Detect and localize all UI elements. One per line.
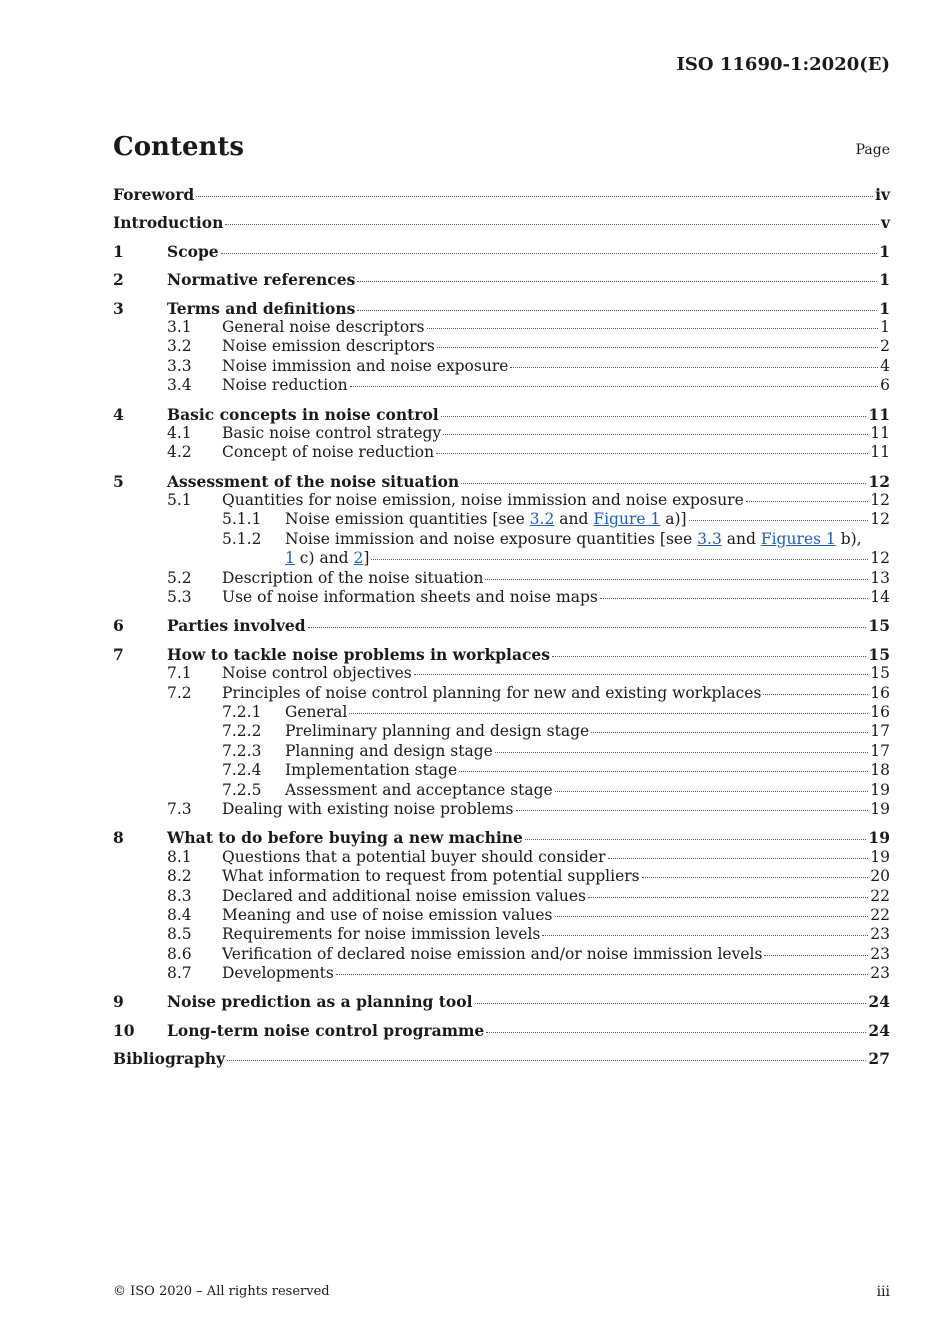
toc-page: 15	[870, 664, 890, 683]
toc-page: 24	[868, 992, 890, 1012]
toc-page: iv	[875, 185, 890, 204]
dot-leader	[552, 656, 866, 657]
toc-page: 14	[870, 588, 890, 607]
toc-number: 5	[113, 471, 124, 491]
page-title: Contents	[113, 132, 245, 162]
toc-entry-9[interactable]	[113, 992, 890, 1011]
toc-entry-4-2[interactable]	[113, 443, 890, 462]
toc-title-text: b),	[835, 529, 862, 548]
toc-title: Developments	[222, 964, 334, 983]
toc-page: 16	[870, 702, 890, 721]
dot-leader	[441, 416, 867, 417]
toc-title: Quantities for noise emission, noise immission and noise exposure	[222, 491, 744, 510]
dot-leader	[600, 598, 868, 599]
toc-entry-7-2-4[interactable]	[113, 761, 890, 780]
toc-number: 3.3	[167, 356, 192, 375]
toc-number: 10	[113, 1020, 135, 1040]
dot-leader	[196, 196, 873, 197]
toc-page: 27	[868, 1049, 890, 1069]
toc-page: 6	[880, 376, 890, 395]
dot-leader	[486, 1032, 866, 1033]
toc-title: Normative references	[167, 270, 356, 290]
toc-entry-7-2-5[interactable]	[113, 781, 890, 800]
toc-entry-5-3[interactable]	[113, 588, 890, 607]
toc-title-text: and	[721, 529, 761, 548]
toc-entry-8-3[interactable]	[113, 887, 890, 906]
toc-title: Meaning and use of noise emission values	[222, 905, 553, 924]
dot-leader	[427, 328, 879, 329]
toc-number: 8.7	[167, 964, 192, 983]
toc-number: 7.2	[167, 683, 192, 702]
toc-title: Introduction	[113, 213, 224, 233]
toc-page: 15	[868, 616, 890, 636]
dot-leader	[350, 386, 879, 387]
toc-page: 24	[868, 1020, 890, 1040]
toc-number: 8.5	[167, 925, 192, 944]
toc-entry-5-1-1[interactable]	[113, 510, 890, 529]
toc-number: 5.1.1	[222, 510, 262, 529]
toc-entry-7-2-2[interactable]	[113, 722, 890, 741]
toc-entry-foreword[interactable]	[113, 185, 890, 204]
toc-title: Noise prediction as a planning tool	[167, 992, 473, 1012]
dot-leader	[591, 732, 868, 733]
toc-number: 3	[113, 298, 124, 318]
page-column-label: Page	[855, 142, 890, 158]
link-3-2[interactable]: 3.2	[529, 510, 555, 529]
toc-title: Implementation stage	[285, 761, 458, 780]
toc-title: Foreword	[113, 185, 195, 204]
toc-title	[285, 530, 862, 549]
toc-title: Dealing with existing noise problems	[222, 799, 514, 818]
dot-leader	[308, 627, 867, 628]
toc-page: 17	[870, 741, 890, 760]
toc-number: 8.1	[167, 847, 192, 866]
toc-page: 13	[870, 568, 890, 587]
toc-page: 19	[870, 799, 890, 818]
toc-title-text: a)]	[660, 510, 687, 529]
toc-entry-3-4[interactable]	[113, 376, 890, 395]
toc-number: 9	[113, 992, 124, 1012]
toc-entry-8[interactable]	[113, 828, 890, 847]
dot-leader	[475, 1003, 867, 1004]
toc-entry-7-2-3[interactable]	[113, 742, 890, 761]
toc-title-text: Noise immission and noise exposure quantities [see	[285, 529, 698, 548]
toc-number: 8.3	[167, 886, 192, 905]
toc-page: 18	[870, 761, 890, 780]
toc-title: Concept of noise reduction	[222, 443, 435, 462]
dot-leader	[608, 858, 869, 859]
toc-number: 2	[113, 270, 124, 290]
dot-leader	[221, 253, 878, 254]
toc-title: Parties involved	[167, 616, 306, 636]
dot-leader	[525, 839, 867, 840]
dot-leader	[763, 694, 868, 695]
toc-title: Use of noise information sheets and noise maps	[222, 588, 598, 607]
link-figure-1[interactable]: Figure 1	[593, 510, 661, 529]
toc-number: 8.2	[167, 867, 192, 886]
toc-title: Declared and additional noise emission values	[222, 886, 586, 905]
toc-entry-7-2[interactable]	[113, 684, 890, 703]
toc-title	[285, 549, 369, 568]
copyright-notice: © ISO 2020 – All rights reserved	[113, 1284, 330, 1299]
toc-entry-8-2[interactable]	[113, 867, 890, 886]
toc-number: 8	[113, 828, 124, 848]
toc-number: 7.2.3	[222, 741, 262, 760]
dot-leader	[588, 897, 868, 898]
dot-leader	[642, 877, 869, 878]
toc-page: 20	[870, 867, 890, 886]
toc-number: 7	[113, 644, 124, 664]
dot-leader	[371, 559, 868, 560]
toc-title: Noise immission and noise exposure	[222, 356, 509, 375]
dot-leader	[437, 347, 878, 348]
toc-number: 3.1	[167, 317, 192, 336]
dot-leader	[349, 713, 868, 714]
toc-entry-3-2[interactable]	[113, 337, 890, 356]
toc-entry-bibliography[interactable]	[113, 1049, 890, 1068]
toc-title: Basic noise control strategy	[222, 423, 442, 442]
toc-entry-7-3[interactable]	[113, 800, 890, 819]
toc-title: Noise reduction	[222, 376, 348, 395]
toc-page: 12	[870, 510, 890, 529]
toc-number: 7.2.2	[222, 722, 262, 741]
toc-number: 5.1	[167, 491, 192, 510]
dot-leader	[357, 310, 877, 311]
toc-entry-3[interactable]	[113, 299, 890, 318]
toc-title: Assessment and acceptance stage	[285, 780, 553, 799]
toc-page: 23	[870, 964, 890, 983]
toc-title: Description of the noise situation	[222, 568, 484, 587]
toc-title: Noise emission descriptors	[222, 337, 435, 356]
toc-title: Assessment of the noise situation	[167, 471, 460, 491]
toc-entry-introduction[interactable]	[113, 213, 890, 232]
toc-number: 4	[113, 404, 124, 424]
toc-number: 4.2	[167, 443, 192, 462]
dot-leader	[357, 281, 877, 282]
link-figure-1[interactable]: 1	[285, 549, 295, 568]
document-code: ISO 11690-1:2020(E)	[676, 54, 890, 75]
dot-leader	[746, 501, 869, 502]
dot-leader	[336, 974, 868, 975]
toc-title-text: ]	[363, 549, 370, 568]
toc-number: 7.2.4	[222, 761, 262, 780]
toc-title: Long-term noise control programme	[167, 1020, 485, 1040]
toc-entry-4[interactable]	[113, 405, 890, 424]
toc-page: 12	[868, 471, 890, 491]
toc-number: 6	[113, 616, 124, 636]
toc-number: 8.4	[167, 905, 192, 924]
toc-page: 1	[879, 298, 890, 318]
toc-title: What to do before buying a new machine	[167, 828, 523, 848]
toc-number: 7.2.1	[222, 702, 262, 721]
toc-entry-8-5[interactable]	[113, 925, 890, 944]
toc-title	[285, 510, 687, 529]
toc-page: 17	[870, 722, 890, 741]
footer-page-number: iii	[876, 1284, 890, 1300]
dot-leader	[764, 955, 868, 956]
toc-entry-4-1[interactable]	[113, 424, 890, 443]
toc-title: Noise control objectives	[222, 664, 412, 683]
toc-title: Preliminary planning and design stage	[285, 722, 590, 741]
toc-title-text: Noise emission quantities [see	[285, 510, 530, 529]
toc-entry-5[interactable]	[113, 472, 890, 491]
toc-page: 19	[870, 780, 890, 799]
toc-title-text: c) and	[294, 549, 354, 568]
toc-entry-3-3[interactable]	[113, 357, 890, 376]
dot-leader	[510, 367, 878, 368]
toc-entry-2[interactable]	[113, 270, 890, 289]
toc-page: 22	[870, 886, 890, 905]
toc-title: Basic concepts in noise control	[167, 404, 439, 424]
toc-number: 5.1.2	[222, 529, 262, 548]
dot-leader	[516, 810, 869, 811]
toc-title: Verification of declared noise emission and/or noise immission levels	[222, 944, 763, 963]
toc-number: 3.2	[167, 337, 192, 356]
toc-page: 23	[870, 944, 890, 963]
toc-page: 22	[870, 905, 890, 924]
dot-leader	[555, 916, 869, 917]
toc-number: 7.3	[167, 799, 192, 818]
toc-page: 16	[870, 683, 890, 702]
toc-entry-5-1-2-continued[interactable]	[113, 549, 890, 568]
toc-number: 1	[113, 241, 124, 261]
toc-title: Terms and definitions	[167, 298, 356, 318]
toc-page: 1	[879, 241, 890, 261]
toc-number: 7.1	[167, 664, 192, 683]
dot-leader	[436, 453, 868, 454]
dot-leader	[459, 771, 868, 772]
toc-number: 5.3	[167, 588, 192, 607]
dot-leader	[495, 752, 868, 753]
toc-page: v	[880, 213, 890, 233]
toc-entry-5-2[interactable]	[113, 569, 890, 588]
toc-entry-5-1-2[interactable]	[113, 530, 890, 549]
toc-page: 19	[870, 847, 890, 866]
link-3-3[interactable]: 3.3	[697, 529, 722, 548]
toc-title: What information to request from potential suppliers	[222, 867, 640, 886]
toc-title: How to tackle noise problems in workplaces	[167, 644, 551, 664]
toc-title: Requirements for noise immission levels	[222, 925, 541, 944]
toc-entry-8-4[interactable]	[113, 906, 890, 925]
toc-title: General	[285, 702, 348, 721]
toc-title: Scope	[167, 241, 219, 261]
toc-page: 19	[868, 828, 890, 848]
toc-number: 4.1	[167, 423, 192, 442]
toc-entry-7-1[interactable]	[113, 664, 890, 683]
dot-leader	[485, 579, 868, 580]
toc-title-text: and	[554, 510, 594, 529]
toc-entry-5-1[interactable]	[113, 491, 890, 510]
toc-page: 12	[870, 491, 890, 510]
dot-leader	[227, 1060, 866, 1061]
toc-entry-3-1[interactable]	[113, 318, 890, 337]
toc-page: 15	[868, 644, 890, 664]
dot-leader	[414, 674, 869, 675]
toc-title: Questions that a potential buyer should consider	[222, 847, 606, 866]
toc-page: 11	[868, 404, 890, 424]
toc-number: 8.6	[167, 944, 192, 963]
toc-entry-6[interactable]	[113, 616, 890, 635]
toc-title: Bibliography	[113, 1049, 226, 1069]
toc-page: 4	[880, 356, 890, 375]
toc-entry-10[interactable]	[113, 1021, 890, 1040]
toc-entry-8-6[interactable]	[113, 945, 890, 964]
link-figures-1[interactable]: Figures 1	[760, 529, 836, 548]
link-figure-2[interactable]: 2	[353, 549, 364, 568]
dot-leader	[542, 935, 868, 936]
toc-entry-8-1[interactable]	[113, 848, 890, 867]
dot-leader	[461, 483, 866, 484]
toc-entry-1[interactable]	[113, 242, 890, 261]
toc-page: 23	[870, 925, 890, 944]
toc-title: Principles of noise control planning for new and existing workplaces	[222, 683, 762, 702]
toc-page: 1	[879, 270, 890, 290]
dot-leader	[689, 520, 869, 521]
toc-number: 7.2.5	[222, 780, 262, 799]
dot-leader	[555, 791, 869, 792]
toc-number: 5.2	[167, 568, 192, 587]
toc-page: 11	[870, 423, 890, 442]
toc-title: General noise descriptors	[222, 317, 425, 336]
toc-page: 11	[870, 443, 890, 462]
dot-leader	[443, 434, 868, 435]
toc-number: 3.4	[167, 376, 192, 395]
toc-page: 2	[880, 337, 890, 356]
toc-page: 12	[870, 549, 890, 568]
toc-entry-7-2-1[interactable]	[113, 703, 890, 722]
toc-entry-8-7[interactable]	[113, 964, 890, 983]
table-of-contents	[113, 185, 890, 1069]
toc-entry-7[interactable]	[113, 645, 890, 664]
toc-page: 1	[880, 317, 890, 336]
toc-title: Planning and design stage	[285, 741, 493, 760]
dot-leader	[225, 224, 879, 225]
